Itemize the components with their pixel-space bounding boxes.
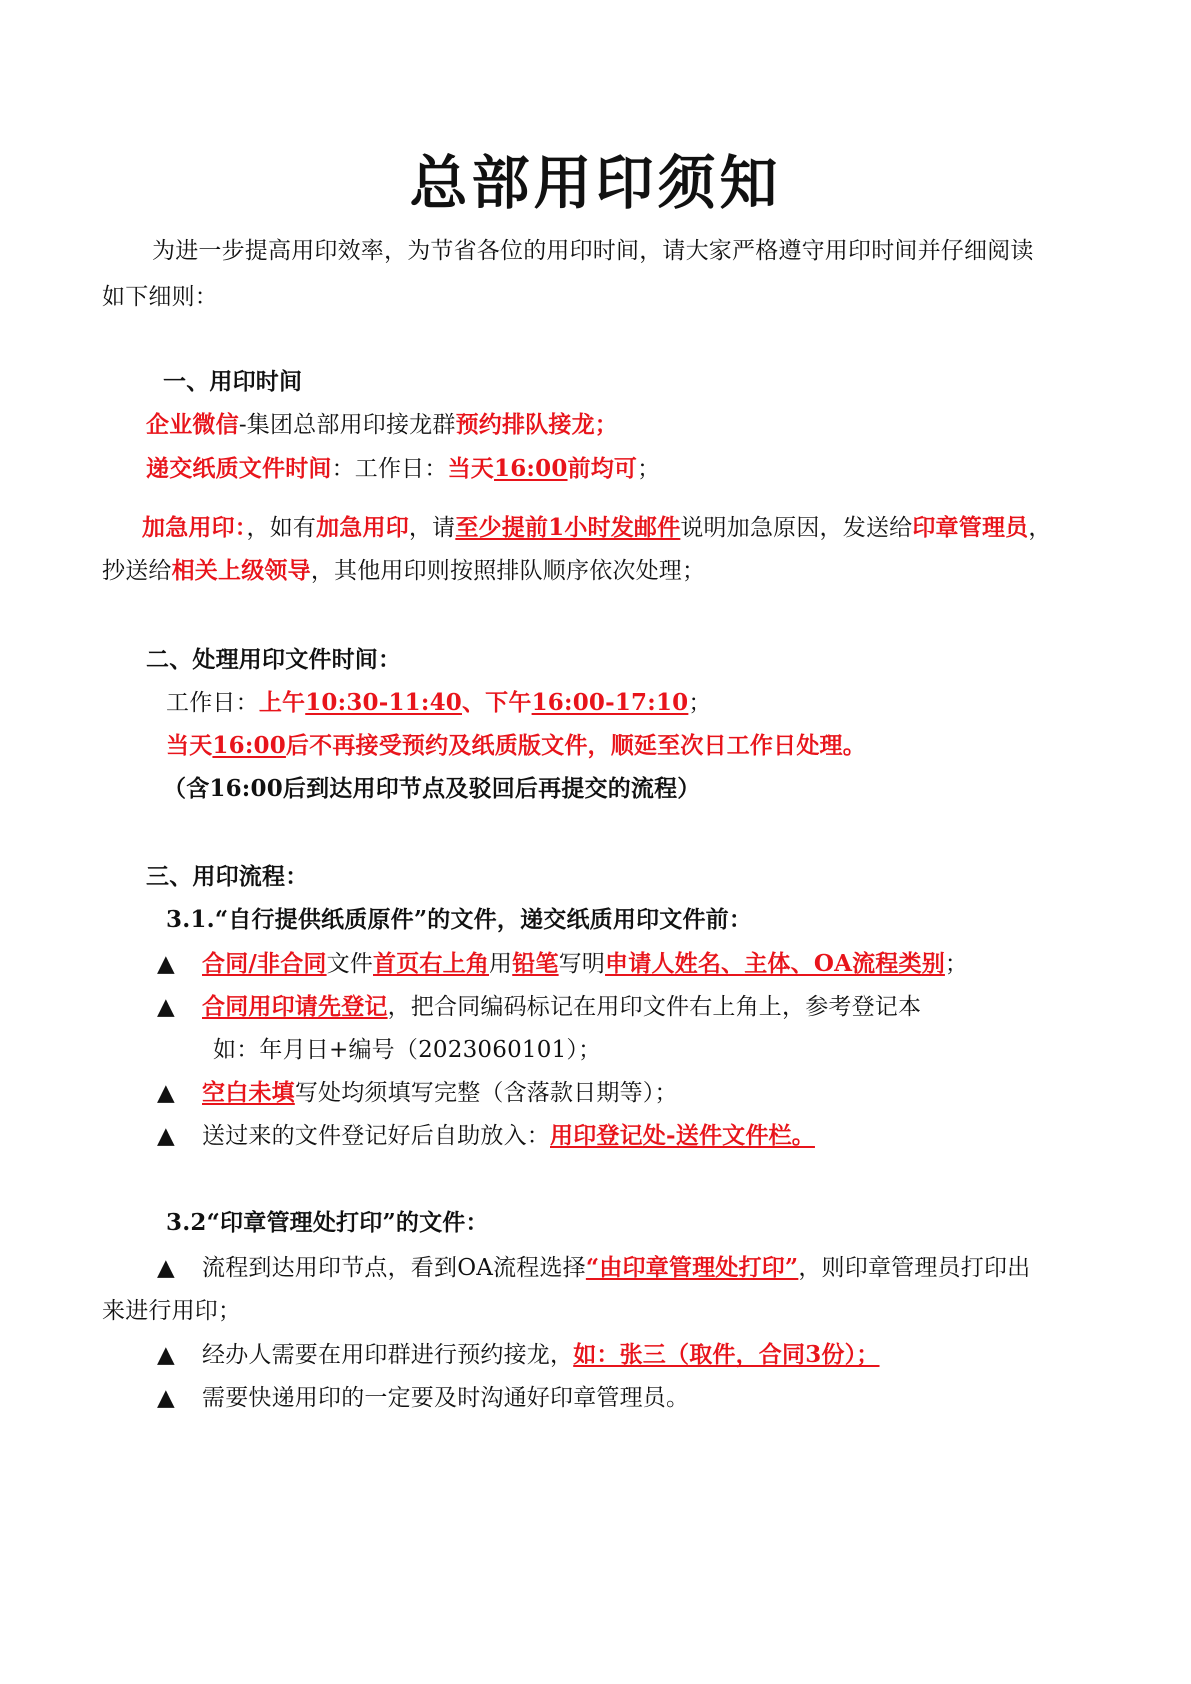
s3-subheading-2: 3.2“印章管理处打印”的文件： <box>166 1209 489 1236</box>
triangle-bullet-icon: ▲ <box>157 1342 175 1368</box>
s2-p1-pm: 、下午 <box>461 689 532 716</box>
s3-b7-text: 需要快递用印的一定要及时沟通好印章管理员。 <box>202 1385 690 1411</box>
triangle-bullet-icon: ▲ <box>157 951 175 977</box>
s1-p1-wechat: 企业微信 <box>146 411 239 438</box>
s2-p1-am: 上午 <box>258 689 306 716</box>
s1-p3-leader: 相关上级领导 <box>171 557 311 584</box>
intro-line-1: 为进一步提高用印效率，为节省各位的用印时间，请大家严格遵守用印时间并仔细阅读 <box>152 238 1034 264</box>
s1-p3-urgent: 加急用印 <box>316 514 409 541</box>
s2-p1-end: ； <box>688 690 712 716</box>
s1-p3-admin: 印章管理员 <box>912 514 1029 541</box>
s3-bullet-3 <box>157 1078 678 1108</box>
s1-p2-workday: ：工作日： <box>331 456 448 482</box>
s3-bullet-1 <box>157 949 968 979</box>
s1-p2-ok: 前均可 <box>567 455 638 482</box>
s1-p3-text-5: ，其他用印则按照排队顺序依次处理； <box>310 558 706 584</box>
s3-b1-end: ； <box>944 951 969 977</box>
section-2-heading: 二、处理用印文件时间： <box>146 646 402 673</box>
s2-p2-time: 16:00 <box>212 732 286 759</box>
s1-p3-cc: 抄送给 <box>102 558 172 584</box>
triangle-bullet-icon: ▲ <box>157 1123 175 1149</box>
s3-b4-text: 送过来的文件登记好后自助放入： <box>202 1123 550 1149</box>
s3-bullet-4 <box>157 1121 815 1151</box>
s1-p1-queue: 预约排队接龙； <box>455 411 618 438</box>
s3-b6-text: 经办人需要在用印群进行预约接龙， <box>202 1342 574 1368</box>
s3-bullet-7 <box>157 1383 689 1413</box>
s3-b5-text-2: ，则印章管理员打印出 <box>798 1255 1031 1281</box>
s3-b2-register: 合同用印请先登记 <box>202 993 388 1020</box>
s3-subheading-1: 3.1.“自行提供纸质原件”的文件，递交纸质用印文件前： <box>166 906 753 933</box>
section-1-heading: 一、用印时间 <box>163 368 303 395</box>
s1-p3-email: 至少提前1小时发邮件 <box>455 514 681 541</box>
s3-b5-print: “由印章管理处打印” <box>585 1254 799 1281</box>
s3-b1-pencil: 铅笔 <box>512 950 559 977</box>
s3-b1-write: 写明 <box>558 951 606 977</box>
triangle-bullet-icon: ▲ <box>157 1080 175 1106</box>
s1-p2-label: 递交纸质文件时间 <box>146 455 332 482</box>
s1-p2-end: ； <box>637 456 661 482</box>
s2-paragraph-3: （含16:00后到达用印节点及驳回后再提交的流程） <box>163 775 701 802</box>
s2-paragraph-1 <box>166 688 712 718</box>
s3-b3-text: 写处均须填写完整（含落款日期等）； <box>294 1080 678 1106</box>
s1-p3-text-4: ， <box>1028 515 1052 541</box>
s1-paragraph-3-line-1 <box>142 513 1052 543</box>
s3-bullet-5 <box>157 1253 1030 1283</box>
s1-p3-text-1: ，如有 <box>246 515 317 541</box>
s1-p3-urgent-label: 加急用印： <box>142 514 247 541</box>
s3-b4-location: 用印登记处-送件文件栏。 <box>550 1122 815 1149</box>
s3-b1-corner: 首页右上角 <box>373 950 490 977</box>
s3-b3-blank: 空白未填 <box>202 1079 295 1106</box>
s3-bullet-5-continued: 来进行用印； <box>102 1298 242 1324</box>
s1-paragraph-2 <box>146 454 660 484</box>
s3-bullet-2-example: 如：年月日+编号（2023060101）； <box>213 1037 602 1063</box>
s1-p3-text-2: ，请 <box>408 515 456 541</box>
triangle-bullet-icon: ▲ <box>157 1385 175 1411</box>
s1-p1-group: -集团总部用印接龙群 <box>238 412 456 438</box>
s1-p2-time: 16:00 <box>494 455 568 482</box>
triangle-bullet-icon: ▲ <box>157 1255 175 1281</box>
s1-paragraph-3-line-2 <box>102 556 705 586</box>
s3-bullet-6 <box>157 1340 880 1370</box>
s2-p1-workday: 工作日： <box>166 690 259 716</box>
s3-b5-text-1: 流程到达用印节点，看到OA流程选择 <box>202 1255 586 1281</box>
s3-b6-example: 如：张三（取件，合同3份）； <box>573 1341 880 1368</box>
s2-p2-text: 后不再接受预约及纸质版文件，顺延至次日工作日处理。 <box>285 732 866 759</box>
s1-p2-today: 当天 <box>447 455 495 482</box>
section-3-heading: 三、用印流程： <box>146 863 309 890</box>
s3-b1-use: 用 <box>489 951 513 977</box>
s2-paragraph-2 <box>166 731 866 761</box>
s3-b1-doc: 文件 <box>326 951 374 977</box>
s3-b2-text: ，把合同编码标记在用印文件右上角上，参考登记本 <box>387 994 922 1020</box>
document-title: 总部用印须知 <box>409 149 782 217</box>
s3-b1-fields: 申请人姓名、主体、OA流程类别 <box>605 950 945 977</box>
s2-p2-today: 当天 <box>166 732 213 759</box>
s2-p1-am-time: 10:30-11:40 <box>305 689 462 716</box>
s1-paragraph-1 <box>146 410 618 440</box>
intro-line-2: 如下细则： <box>102 284 218 310</box>
triangle-bullet-icon: ▲ <box>157 994 175 1020</box>
s3-b1-contract: 合同/非合同 <box>202 950 327 977</box>
s1-p3-text-3: 说明加急原因，发送给 <box>680 515 913 541</box>
s2-p1-pm-time: 16:00-17:10 <box>531 689 689 716</box>
s3-bullet-2 <box>157 992 921 1022</box>
